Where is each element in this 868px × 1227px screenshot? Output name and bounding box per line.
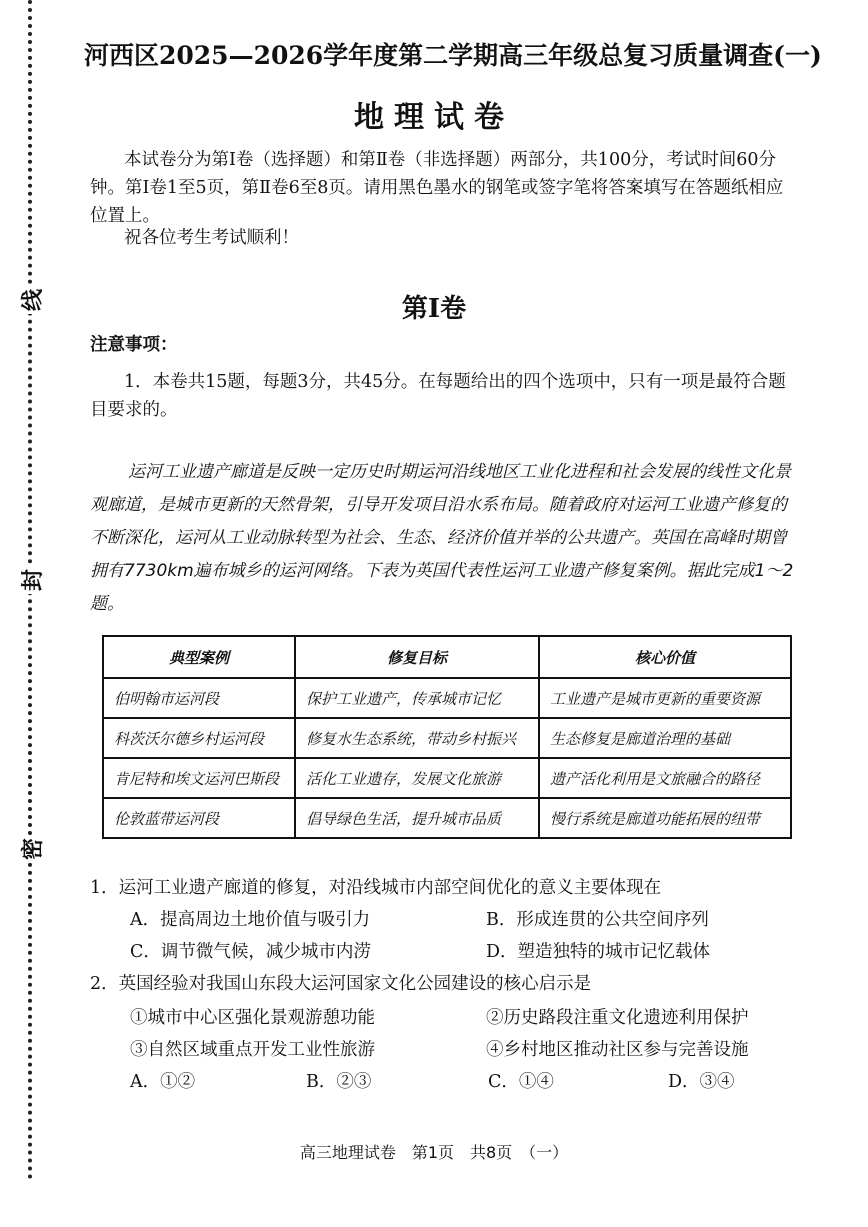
q1-option-d: D．塑造独特的城市记忆载体 <box>486 942 711 962</box>
table-header: 核心价值 <box>539 636 791 678</box>
table-row <box>103 718 791 758</box>
q2-option-c: C．①④ <box>488 1072 554 1092</box>
table-cell: 遗产活化利用是文旅融合的路径 <box>539 758 791 798</box>
table-header: 典型案例 <box>103 636 295 678</box>
exam-title: 河西区2025—2026学年度第二学期高三年级总复习质量调查(一) <box>84 41 822 70</box>
q2-option-a: A．①② <box>130 1072 196 1092</box>
binding-char-seal: 封 <box>20 566 48 594</box>
exam-instructions: 本试卷分为第Ⅰ卷（选择题）和第Ⅱ卷（非选择题）两部分，共100分，考试时间60分钟。第Ⅰ卷1至5页，第Ⅱ卷6至8页。请用黑色墨水的钢笔或签字笔将答案填写在答题纸相应位置上。 <box>90 150 784 226</box>
good-luck-text: 祝各位考生考试顺利！ <box>124 228 299 248</box>
q2-option-b: B．②③ <box>306 1072 372 1092</box>
table-row <box>103 798 791 838</box>
q1-option-c: C．调节微气候，减少城市内涝 <box>130 942 371 962</box>
q2-statement-4: ④乡村地区推动社区参与完善设施 <box>486 1040 749 1060</box>
section-title: 第Ⅰ卷 <box>401 294 467 324</box>
question-2-stem: 2．英国经验对我国山东段大运河国家文化公园建设的核心启示是 <box>90 974 592 994</box>
table-cell: 伦敦蓝带运河段 <box>103 798 295 838</box>
question-1-stem: 1．运河工业遗产廊道的修复，对沿线城市内部空间优化的意义主要体现在 <box>90 878 662 898</box>
table-header: 修复目标 <box>295 636 539 678</box>
exam-subject: 地理试卷 <box>354 100 514 135</box>
binding-char-secret: 密 <box>20 835 48 863</box>
table-cell: 修复水生态系统，带动乡村振兴 <box>295 718 539 758</box>
q1-option-b: B．形成连贯的公共空间序列 <box>486 910 709 930</box>
table-cell: 伯明翰市运河段 <box>103 678 295 718</box>
reading-material: 运河工业遗产廊道是反映一定历史时期运河沿线地区工业化进程和社会发展的线性文化景观廊道，是城市更新的天然骨架，引导开发项目沿水系布局。随着政府对运河工业遗产修复的不断深化，运河从工业动脉转型为社会、生态、经济价值并举的公共遗产。英国在高峰时期曾拥有7730km遍布城乡的运河网络。下表为英国代表性运河工业遗产修复案例。据此完成1～2题。 <box>90 462 794 614</box>
table-cell: 肯尼特和埃文运河巴斯段 <box>103 758 295 798</box>
table-cell: 活化工业遗存，发展文化旅游 <box>295 758 539 798</box>
notice-label: 注意事项： <box>90 335 178 355</box>
table-cell: 倡导绿色生活，提升城市品质 <box>295 798 539 838</box>
q2-statement-1: ①城市中心区强化景观游憩功能 <box>130 1008 375 1028</box>
binding-char-line: 线 <box>20 286 48 314</box>
page-footer: 高三地理试卷 第1页 共8页 （一） <box>299 1143 569 1162</box>
table-row <box>103 758 791 798</box>
table-cell: 保护工业遗产，传承城市记忆 <box>295 678 539 718</box>
table-cell: 工业遗产是城市更新的重要资源 <box>539 678 791 718</box>
section-rule: 1．本卷共15题，每题3分，共45分。在每题给出的四个选项中，只有一项是最符合题目要求的。 <box>90 372 786 420</box>
table-cell: 生态修复是廊道治理的基础 <box>539 718 791 758</box>
table-cell: 慢行系统是廊道功能拓展的纽带 <box>539 798 791 838</box>
table-cell: 科茨沃尔德乡村运河段 <box>103 718 295 758</box>
q2-statement-3: ③自然区域重点开发工业性旅游 <box>130 1040 375 1060</box>
q1-option-a: A．提高周边土地价值与吸引力 <box>130 910 371 930</box>
case-table <box>102 635 792 839</box>
q2-statement-2: ②历史路段注重文化遗迹利用保护 <box>486 1008 749 1028</box>
q2-option-d: D．③④ <box>668 1072 735 1092</box>
table-header-row <box>103 636 791 678</box>
table-row <box>103 678 791 718</box>
